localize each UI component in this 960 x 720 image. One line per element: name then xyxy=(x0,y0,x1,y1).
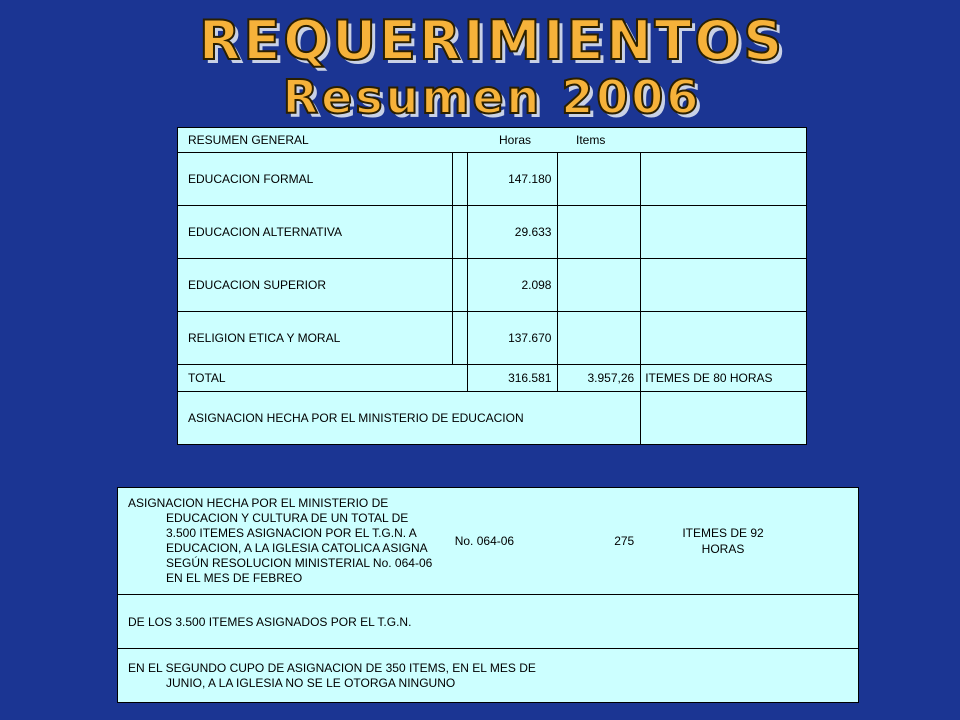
second-quota-first-line: EN EL SEGUNDO CUPO DE ASIGNACION DE 350 ITEMS, EN EL MES DE xyxy=(128,660,536,675)
table-row xyxy=(178,312,807,365)
row-items xyxy=(558,312,641,365)
row-hours: 147.180 xyxy=(467,153,558,206)
row-label: EDUCACION FORMAL xyxy=(178,153,453,206)
table-row xyxy=(178,206,807,259)
row-note xyxy=(641,259,807,312)
summary-table xyxy=(177,127,807,445)
hours-column-header: Horas xyxy=(499,133,532,147)
resolution-number: No. 064-06 xyxy=(441,488,608,595)
table-row xyxy=(178,259,807,312)
total-items: 3.957,26 xyxy=(558,365,641,392)
slide-title xyxy=(0,0,960,124)
total-note: ITEMES DE 80 HORAS xyxy=(641,365,807,392)
summary-header-label: RESUMEN GENERAL xyxy=(188,133,309,147)
title-line-2: Resumen 2006 xyxy=(282,70,702,124)
row-note xyxy=(641,312,807,365)
row-note xyxy=(641,153,807,206)
assignment-row xyxy=(118,649,859,703)
second-quota-note xyxy=(118,649,859,703)
assignment-table xyxy=(117,487,859,703)
second-quota-rest: JUNIO, A LA IGLESIA NO SE LE OTORGA NINGUNO xyxy=(166,675,456,690)
assignment-row xyxy=(118,595,859,649)
assignment-row xyxy=(118,488,859,595)
row-note xyxy=(641,206,807,259)
row-items xyxy=(558,206,641,259)
row-hours: 2.098 xyxy=(467,259,558,312)
row-hours: 137.670 xyxy=(467,312,558,365)
footer-row xyxy=(178,392,807,445)
row-items xyxy=(558,259,641,312)
empty-cell xyxy=(641,392,807,445)
footer-text: ASIGNACION HECHA POR EL MINISTERIO DE EDUCACION xyxy=(178,392,641,445)
title-line-1: REQUERIMIENTOS xyxy=(198,9,786,72)
row-hours: 29.633 xyxy=(467,206,558,259)
empty-cell xyxy=(453,153,468,206)
empty-cell xyxy=(453,259,468,312)
empty-cell xyxy=(453,312,468,365)
total-label: TOTAL xyxy=(178,365,468,392)
total-row xyxy=(178,365,807,392)
item-count: 275 xyxy=(608,488,664,595)
row-label: EDUCACION ALTERNATIVA xyxy=(178,206,453,259)
item-note-text: ITEMES DE 92 HORAS xyxy=(682,526,764,556)
description-rest: EDUCACION Y CULTURA DE UN TOTAL DE 3.500 ITEMES ASIGNACION POR EL T.G.N. A EDUCACION, A LA IGLESIA CATOLICA ASIGNA SEGÚN RESOLUCION MINISTERIAL No. 064-06 EN EL MES DE FEBREO xyxy=(166,511,433,585)
description-first-line: ASIGNACION HECHA POR EL MINISTERIO DE xyxy=(128,496,389,510)
row-label: RELIGION ETICA Y MORAL xyxy=(178,312,453,365)
empty-cell xyxy=(453,206,468,259)
summary-header-row xyxy=(178,128,807,153)
assignment-summary: DE LOS 3.500 ITEMES ASIGNADOS POR EL T.G.N. xyxy=(118,595,859,649)
table-row xyxy=(178,153,807,206)
items-column-header: Items xyxy=(576,133,606,147)
row-items xyxy=(558,153,641,206)
assignment-description xyxy=(118,488,441,595)
item-note xyxy=(664,488,859,595)
total-hours: 316.581 xyxy=(467,365,558,392)
row-label: EDUCACION SUPERIOR xyxy=(178,259,453,312)
